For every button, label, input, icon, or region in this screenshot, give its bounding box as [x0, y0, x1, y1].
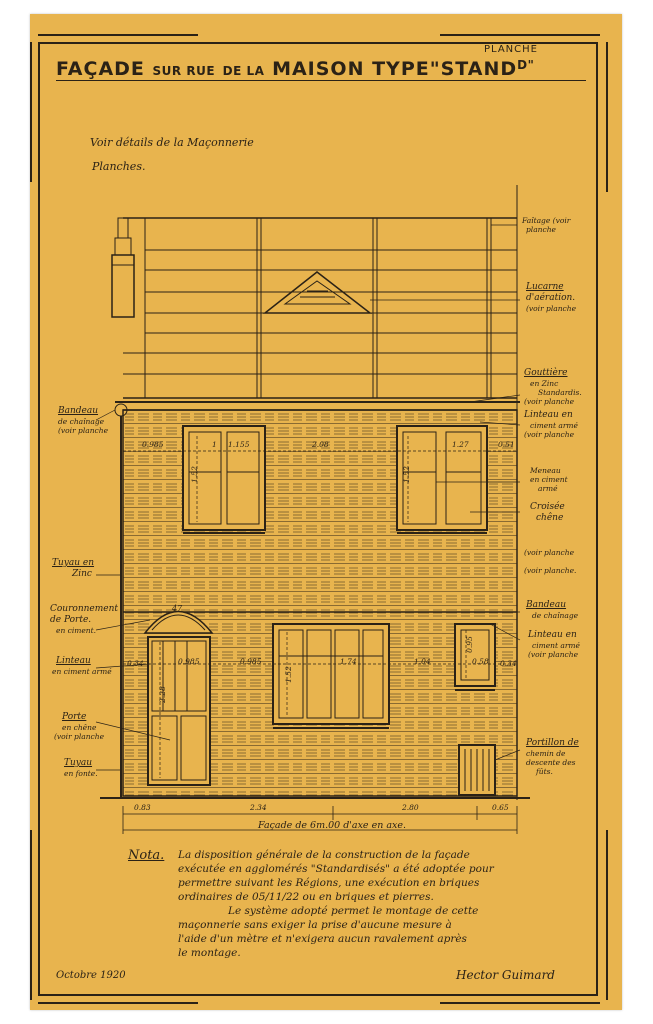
planche-label: PLANCHE	[484, 44, 538, 55]
nota-line: maçonnerie sans exiger la prise d'aucune mesure à	[178, 919, 452, 931]
dim-lower-2: 0.985	[240, 657, 262, 666]
label-meneau: Meneau en ciment armé	[530, 466, 568, 493]
dim-bottom-2: 2.80	[402, 803, 419, 812]
label-linteau-upper: Linteau en ciment armé (voir planche	[524, 410, 578, 439]
dim-bottom-3: 0.65	[492, 803, 509, 812]
reference-line-1: Voir détails de la Maçonnerie	[90, 136, 254, 149]
label-croisee: Croisée chêne	[530, 502, 565, 523]
dim-height-small-window: 0.95	[464, 636, 474, 653]
axis-caption: Façade de 6m.00 d'axe en axe.	[258, 820, 407, 831]
title-part-5: D"	[517, 58, 535, 72]
label-couronnement: Couronnement de Porte. en ciment.	[50, 604, 119, 635]
door-number: 47	[172, 604, 183, 613]
label-tuyau-fonte: Tuyau en fonte.	[64, 758, 98, 778]
label-voir-planche-1: (voir planche	[524, 548, 575, 557]
dim-lower-5: 0.58	[472, 657, 489, 666]
dim-height-upper-right: 1.52	[401, 466, 411, 483]
label-bandeau-left: Bandeau de chaînage (voir planche	[58, 406, 109, 435]
nota-line: exécutée en agglomérés "Standardisés" a été adoptée pour	[178, 863, 494, 875]
barrel-hatch	[459, 745, 495, 795]
label-portillon: Portillon de chemin de descente des fûts.	[526, 738, 579, 776]
dim-lower-4: 1.04	[414, 657, 431, 666]
nota-line: le montage.	[178, 947, 241, 959]
dim-height-upper-left: 1.52	[189, 466, 199, 483]
dim-upper-1: 1	[212, 440, 217, 449]
dim-bottom-0: 0.83	[134, 803, 151, 812]
dim-bottom-1: 2.34	[250, 803, 267, 812]
dim-upper-3: 2.08	[312, 440, 329, 449]
label-lucarne: Lucarne d'aération. (voir planche	[526, 282, 577, 313]
dim-upper-2: 1.155	[228, 440, 250, 449]
nota-line: Le système adopté permet le montage de cette	[228, 905, 479, 917]
reference-line-2: Planches.	[92, 160, 146, 173]
title-part-2: SUR RUE	[152, 64, 216, 78]
label-faitage: Faîtage (voir planche	[522, 216, 571, 234]
nota-line: La disposition générale de la construction de la façade	[178, 849, 470, 861]
dim-upper-5: 0.51	[498, 440, 515, 449]
label-bandeau-right: Bandeau de chaînage	[526, 600, 579, 620]
label-linteau-lower: Linteau en ciment armé (voir planche	[528, 630, 580, 659]
drawing-date: Octobre 1920	[56, 970, 126, 981]
dim-height-window: 1.52	[283, 666, 293, 683]
nota-body	[178, 848, 494, 960]
dim-lower-3: 1.74	[340, 657, 357, 666]
nota-heading: Nota.	[128, 848, 165, 863]
dim-lower-0: 0.34	[127, 659, 144, 668]
label-linteau-left: Linteau en ciment armé	[52, 656, 112, 676]
title-part-1: FAÇADE	[56, 58, 145, 80]
chimney	[112, 218, 134, 317]
label-gouttiere: Gouttière en Zinc Standardis. (voir planche	[524, 368, 582, 406]
architect-signature: Hector Guimard	[456, 968, 555, 982]
dim-upper-0: 0.985	[142, 440, 164, 449]
nota-line: permettre suivant les Régions, une exécution en briques	[178, 877, 480, 889]
nota-line: ordinaires de 05/11/22 ou en briques et pierres.	[178, 891, 434, 903]
nota-line: l'aide d'un mètre et n'exigera aucun ravalement après	[178, 933, 467, 945]
entrance-door	[145, 612, 212, 786]
dim-lower-1: 0.985	[178, 657, 200, 666]
dim-lower-6: 0.34	[500, 659, 517, 668]
label-voir-planche-2: (voir planche.	[524, 566, 577, 575]
title-part-3: DE LA	[222, 64, 265, 78]
dim-upper-4: 1.27	[452, 440, 469, 449]
title-part-4: MAISON TYPE"STAND	[272, 58, 518, 80]
label-porte: Porte en chêne (voir planche	[54, 712, 105, 741]
label-tuyau-zinc: Tuyau en Zinc	[52, 558, 95, 579]
dim-height-door: 2.28	[157, 686, 167, 703]
